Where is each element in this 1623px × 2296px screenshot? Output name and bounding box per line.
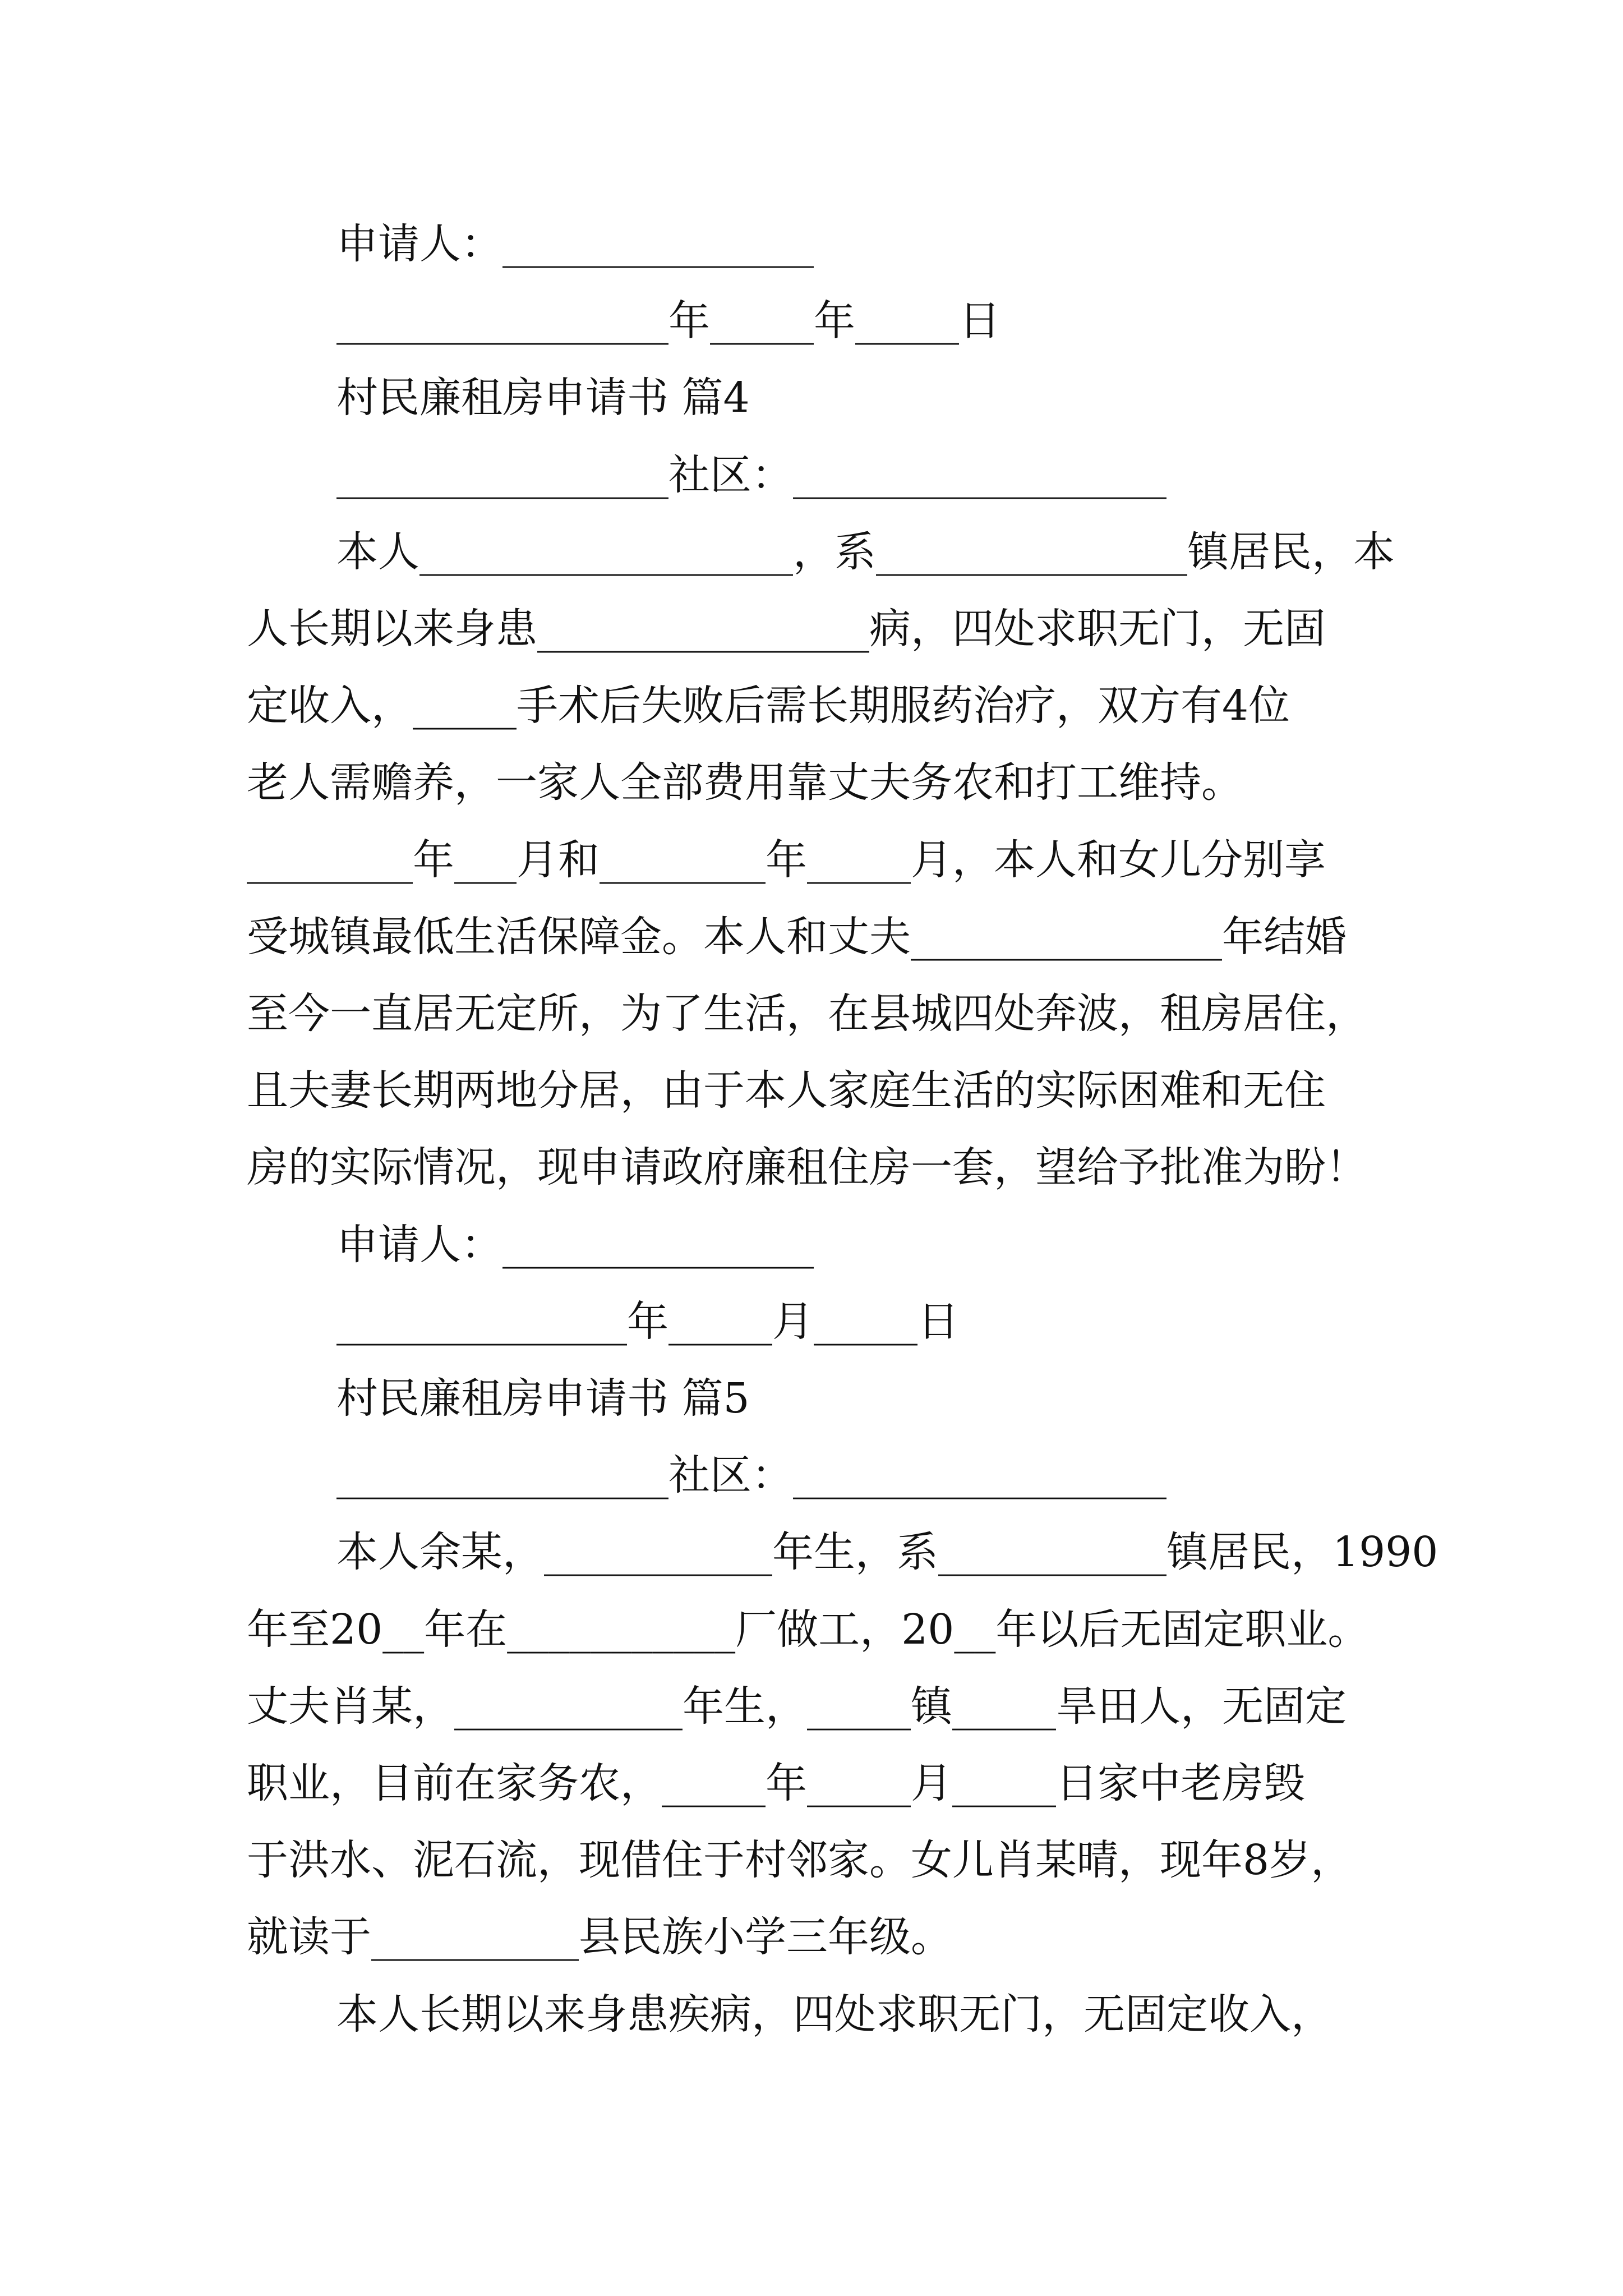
section-heading: 村民廉租房申请书 篇5 — [336, 1374, 750, 1423]
applicant-line: 申请人：_______________ — [336, 220, 814, 268]
paragraph-line: 年至20__年在___________厂做工，20__年以后无固定职业。 — [247, 1605, 1370, 1654]
paragraph-line: 定收入，_____手术后失败后需长期服药治疗，双方有4位 — [247, 682, 1290, 730]
paragraph-line: 于洪水、泥石流，现借住于村邻家。女儿肖某晴，现年8岁， — [247, 1836, 1353, 1884]
community-line: ________________社区：__________________ — [336, 451, 1166, 499]
paragraph-line: 本人__________________，系_______________镇居民，本 — [336, 528, 1395, 576]
date-line: ________________年_____年_____日 — [336, 297, 1000, 345]
paragraph-line: 就读于__________县民族小学三年级。 — [247, 1913, 952, 1961]
paragraph-line: 职业，目前在家务农，_____年_____月_____日家中老房毁 — [247, 1759, 1305, 1807]
date-line: ______________年_____月_____日 — [336, 1297, 959, 1346]
section-heading: 村民廉租房申请书 篇4 — [336, 374, 750, 422]
paragraph-line: 本人余某，___________年生，系___________镇居民，1990 — [336, 1528, 1438, 1576]
paragraph-line: 至今一直居无定所，为了生活，在县城四处奔波，租房居住， — [247, 990, 1367, 1038]
paragraph-line: ________年___月和________年_____月，本人和女儿分别享 — [247, 836, 1326, 884]
applicant-line: 申请人：_______________ — [336, 1221, 814, 1269]
paragraph-line: 本人长期以来身患疾病，四处求职无门，无固定收入， — [336, 1990, 1332, 2039]
paragraph-line: 受城镇最低生活保障金。本人和丈夫_______________年结婚 — [247, 913, 1347, 961]
community-line: ________________社区：__________________ — [336, 1451, 1166, 1499]
paragraph-line: 老人需赡养，一家人全部费用靠丈夫务农和打工维持。 — [247, 758, 1243, 807]
paragraph-line: 房的实际情况，现申请政府廉租住房一套，望给予批准为盼！ — [247, 1143, 1367, 1191]
paragraph-line: 丈夫肖某，___________年生，_____镇_____旱田人，无固定 — [247, 1682, 1347, 1731]
paragraph-line: 人长期以来身患________________病，四处求职无门，无固 — [247, 605, 1326, 653]
paragraph-line: 且夫妻长期两地分居，由于本人家庭生活的实际困难和无住 — [247, 1066, 1326, 1115]
